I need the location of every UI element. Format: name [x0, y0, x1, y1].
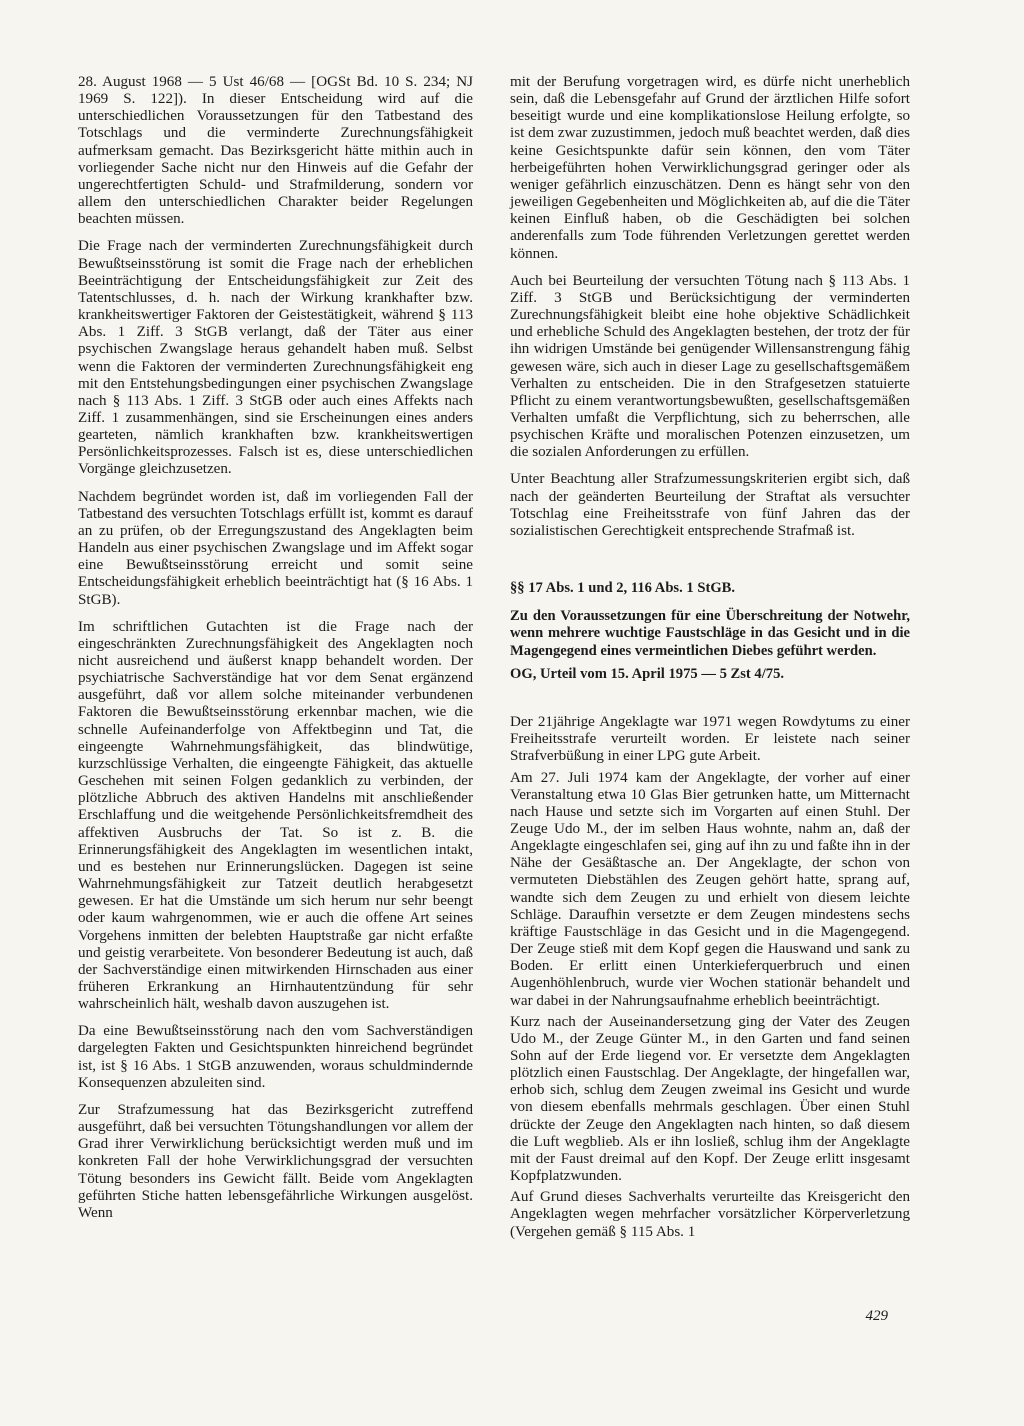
paragraph: Im schriftlichen Gutachten ist die Frage nach der eingeschränkten Zurechnungsfähigkeit des Angeklagten noch nicht ausreichend und äußerst knapp behandelt worden. Der psychiatrische Sachverständige hat vor dem Senat ergänzend ausgeführt, daß vor allem solche miteinander verbundenen Faktoren die Bewußtseinsstörung erkennbar machen, wie die schnelle Aufeinanderfolge von Affektbeginn und Tat, die eingeengte Wahrnehmungsfähigkeit, das blindwütige, kurzschlüssige Verhalten, die eingeengte Fähigkeit, das aktuelle Geschehen mit seinen Folgen gedanklich zu verbinden, der plötzliche Abbruch des aktiven Handelns mit anschließender Erschlaffung und die weitgehende Persönlichkeitsfremdheit des affektiven Ausbruchs der Tat. So ist z. B. die Erinnerungsfähigkeit des Angeklagten im wesentlichen intakt, und es bestehen nur Erinnerungslücken. Dagegen ist seine Wahrnehmungsfähigkeit zur Tatzeit deutlich herabgesetzt gewesen. Er hat die Umstände um sich herum nur sehr beengt oder kaum wahrgenommen, wie er auch die offene Art seines Vorgehens inmitten der belebten Hauptstraße gar nicht erfaßte und geistig verarbeitete. Von besonderer Bedeutung ist auch, daß der Sachverständige einen mitwirkenden Hirnschaden aus einer früheren Erkrankung an Hirnhautentzündung für sehr wahrscheinlich hält, weshalb davon auszugehen ist. [78, 618, 473, 1013]
paragraph: Nachdem begründet worden ist, daß im vorliegenden Fall der Tatbestand des versuchten Totschlags erfüllt ist, kommt es darauf an zu prüfen, ob der Erregungszustand des Angeklagten beim Handeln aus einer psychischen Zwangslage und im Affekt sogar eine Bewußtseinsstörung erreicht und somit seine Entscheidungsfähigkeit erheblich beeinträchtigt hat (§ 16 Abs. 1 StGB). [78, 488, 473, 608]
paragraph: Auf Grund dieses Sachverhalts verurteilte das Kreisgericht den Angeklagten wegen mehrfacher vorsätzlicher Körperverletzung (Vergehen gemäß § 115 Abs. 1 [510, 1189, 910, 1240]
statute-heading: §§ 17 Abs. 1 und 2, 116 Abs. 1 StGB. [510, 580, 736, 597]
headnote: Zu den Voraussetzungen für eine Überschreitung der Notwehr, wenn mehrere wuchtige Faustschläge in das Gesicht und in die Magengegend eines vermeintlichen Diebes geführt werden. [510, 607, 910, 659]
paragraph: Der 21jährige Angeklagte war 1971 wegen Rowdytums zu einer Freiheitsstrafe verurteilt worden. Er leistete nach seiner Strafverbüßung in einer LPG gute Arbeit. [510, 714, 910, 765]
left-column [78, 74, 473, 1232]
paragraph: Die Frage nach der verminderten Zurechnungsfähigkeit durch Bewußtseinsstörung ist somit die Frage nach der erheblichen Beeinträchtigung der Entscheidungsfähigkeit zur Zeit des Tatentschlusses, d. h. nach der Wirkung krankhafter bzw. krankheitswertiger Faktoren der Geistestätigkeit, während § 113 Abs. 1 Ziff. 3 StGB verlangt, daß der Täter aus einer psychischen Zwangslage heraus gehandelt haben muß. Selbst wenn die Faktoren der verminderten Zurechnungsfähigkeit eng mit den Entstehungsbedingungen einer psychischen Zwangslage nach § 113 Abs. 1 Ziff. 3 StGB oder auch eines Affekts nach Ziff. 1 zusammenhängen, sind sie Erscheinungen eines anders gearteten, nämlich krankhaften bzw. krankheitswertigen Persönlichkeitsprozesses. Falsch ist es, diese unterschiedlichen Vorgänge gleichzusetzen. [78, 238, 473, 478]
paragraph: Am 27. Juli 1974 kam der Angeklagte, der vorher auf einer Veranstaltung etwa 10 Glas Bier getrunken hatte, um Mitternacht nach Hause und setzte sich im Vorgarten auf einen Stuhl. Der Zeuge Udo M., der im selben Haus wohnte, nahm an, daß der Angeklagte eingeschlafen sei, ging auf ihn zu und faßte ihn in der Nähe der Gesäßtasche an. Der Angeklagte, der schon von vermuteten Diebstählen des Zeugen gehört hatte, sprang auf, wandte sich dem Zeugen zu und erhielt von diesem leichte Schläge. Daraufhin versetzte er dem Zeugen mindestens sechs kräftige Faustschläge in das Gesicht und in die Magengegend. Der Zeuge stieß mit dem Kopf gegen die Hauswand und sank zu Boden. Er erlitt einen Unterkieferquerbruch und einen Augenhöhlenbruch, wurde vier Wochen stationär behandelt und war dabei in der Nahrungsaufnahme erheblich beeinträchtigt. [510, 769, 910, 1009]
paragraph: mit der Berufung vorgetragen wird, es dürfe nicht unerheblich sein, daß die Lebensgefahr auf Grund der ärztlichen Hilfe sofort beseitigt wurde und eine komplikationslose Heilung erfolgte, so ist dem zwar zuzustimmen, jedoch muß beachtet werden, daß dies keine Gesichtspunkte dafür sein können, den vom Täter herbeigeführten hohen Verwirklichungsgrad geringer oder als weniger gefährlich einzuschätzen. Denn es hängt sehr von den jeweiligen Gegebenheiten und Möglichkeiten ab, auf die die Täter keinen Einfluß haben, ob die Geschädigten bei solchen anderenfalls zum Tode führenden Verletzungen gerettet werden können. [510, 74, 910, 262]
paragraph: Unter Beachtung aller Strafzumessungskriterien ergibt sich, daß nach der geänderten Beurteilung der Straftat als versuchter Totschlag eine Freiheitsstrafe von fünf Jahren das der sozialistischen Gerechtigkeit entsprechende Strafmaß ist. [510, 471, 910, 539]
paragraph: 28. August 1968 — 5 Ust 46/68 — [OGSt Bd. 10 S. 234; NJ 1969 S. 122]). In dieser Entscheidung wird auf die unterschiedlichen Voraussetzungen für den Tatbestand des Totschlags und die verminderte Zurechnungsfähigkeit aufmerksam gemacht. Das Bezirksgericht hätte mithin auch in vorliegender Sache nicht nur den Hinweis auf die Gefahr der ungerechtfertigten Schuld- und Strafmilderung, sondern vor allem den unterschiedlichen Charakter beider Regelungen beachten müssen. [78, 74, 473, 228]
paragraph: Zur Strafzumessung hat das Bezirksgericht zutreffend ausgeführt, daß bei versuchten Tötungshandlungen vor allem der Grad ihrer Verwirklichung berücksichtigt werden muß und im konkreten Fall der hohe Verwirklichungsgrad der versuchten Tötung besonders ins Gewicht fällt. Beide vom Angeklagten geführten Stiche hatten lebensgefährliche Wirkungen ausgelöst. Wenn [78, 1101, 473, 1221]
paragraph: Kurz nach der Auseinandersetzung ging der Vater des Zeugen Udo M., der Zeuge Günter M., in den Garten und fand seinen Sohn auf der Erde liegend vor. Er versetzte dem Angeklagten plötzlich einen Faustschlag. Der Angeklagte, der hingefallen war, erhob sich, schlug dem Zeugen zweimal ins Gesicht und wurde von diesem ebenfalls mehrmals geschlagen. Über einen Stuhl drückte der Zeuge den Angeklagten nach hinten, so daß diesem die Luft wegblieb. Als er ihn losließ, schlug ihm der Angeklagte mit der Faust dreimal auf den Kopf. Der Zeuge erlitt insgesamt Kopfplatzwunden. [510, 1013, 910, 1185]
court-decision-line: OG, Urteil vom 15. April 1975 — 5 Zst 4/75. [510, 666, 785, 683]
page-number: 429 [865, 1308, 888, 1324]
paragraph: Da eine Bewußtseinsstörung nach den vom Sachverständigen dargelegten Fakten und Gesichtspunkten hinreichend begründet ist, ist § 16 Abs. 1 StGB anzuwenden, woraus schuldmindernde Konsequenzen abzuleiten sind. [78, 1023, 473, 1091]
right-column [510, 74, 910, 1245]
paragraph: Auch bei Beurteilung der versuchten Tötung nach § 113 Abs. 1 Ziff. 3 StGB und Berücksichtigung der verminderten Zurechnungsfähigkeit bleibt eine hohe objektive Schädlichkeit und erhebliche Schuld des Angeklagten bestehen, der trotz der für ihn widrigen Umstände bei genügender Willensanstrengung fähig gewesen wäre, sich auch in dieser Lage zu gesellschaftsgemäßem Verhalten zu entscheiden. Die in den Strafgesetzen statuierte Pflicht zu einem verantwortungsbewußten, gesellschaftsgemäßen Verhalten umfaßt die Verpflichtung, sich zu beherrschen, alle psychischen Kräfte und moralischen Potenzen einzusetzen, um die sozialen Anforderungen zu erfüllen. [510, 272, 910, 461]
